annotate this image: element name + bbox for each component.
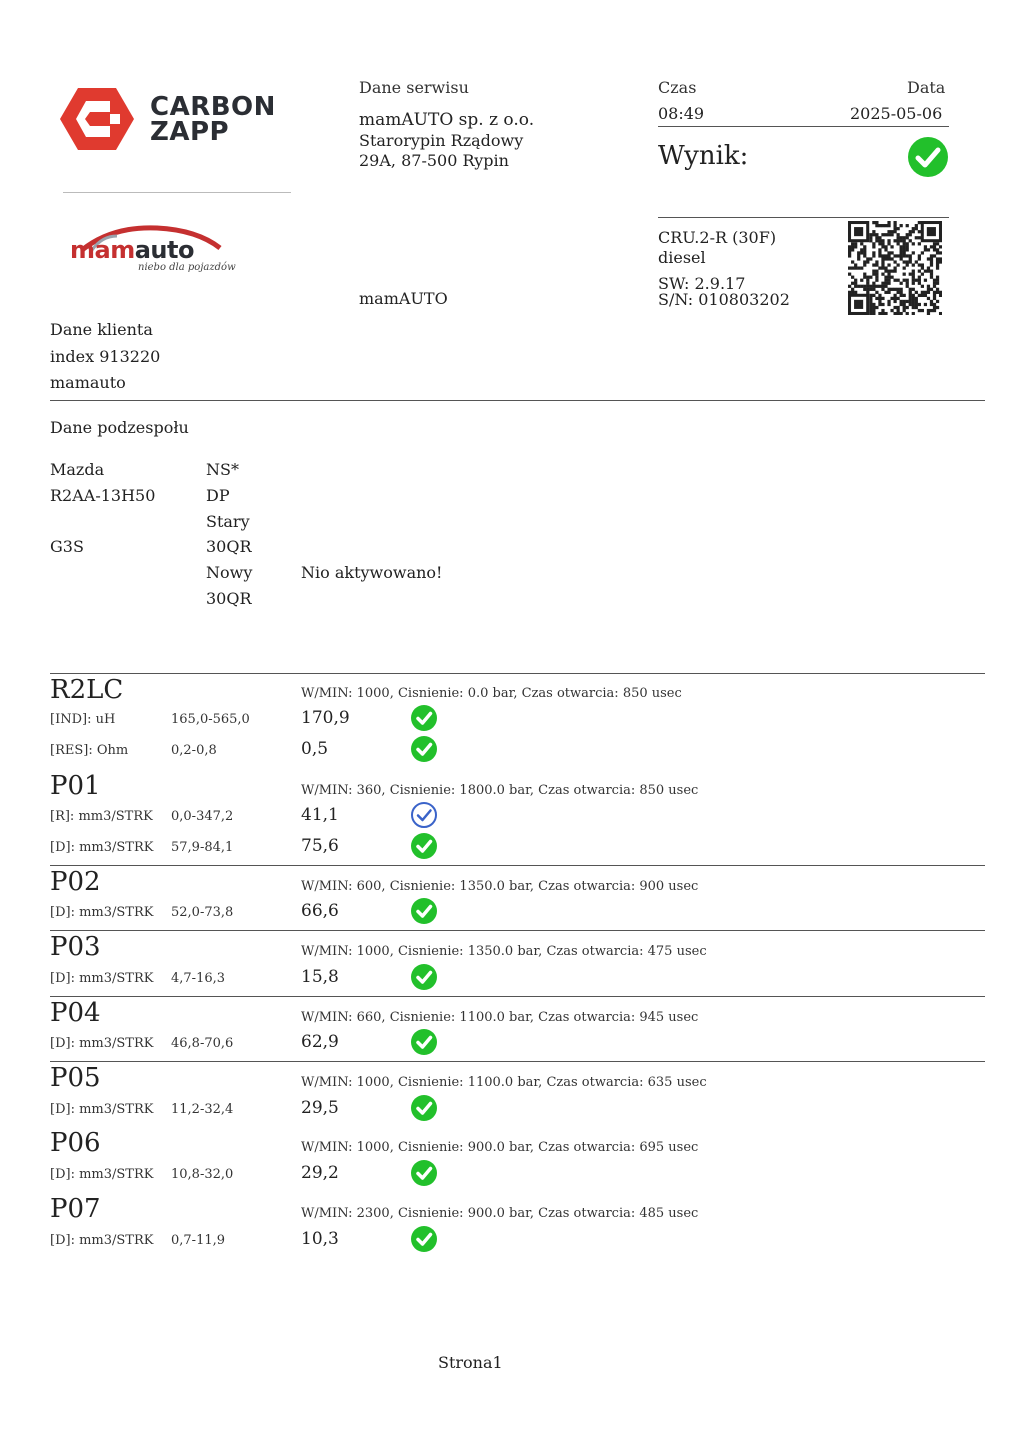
test-value: 10,3 <box>301 1229 339 1249</box>
page-number: Strona1 <box>438 1353 503 1372</box>
component-heading: Dane podzespołu <box>50 418 189 437</box>
section-divider <box>50 1061 985 1062</box>
client-name: mamauto <box>50 373 126 392</box>
check-ok-icon <box>410 1028 438 1056</box>
component-code: G3S <box>50 537 84 556</box>
result-ok-icon <box>907 136 949 178</box>
time-value: 08:49 <box>658 104 705 123</box>
component-new-code: 30QR <box>206 589 252 608</box>
test-range: 57,9-84,1 <box>171 840 234 855</box>
mamauto-logo-word <box>70 236 194 264</box>
check-ok-icon <box>410 897 438 925</box>
test-param: [RES]: Ohm <box>50 743 129 758</box>
test-name: P03 <box>50 932 101 962</box>
section-divider <box>50 865 985 866</box>
check-ok-icon <box>410 963 438 991</box>
test-name: P05 <box>50 1063 101 1093</box>
component-new-label: Nowy <box>206 563 253 582</box>
date-value: 2025-05-06 <box>850 104 943 123</box>
component-ns: NS* <box>206 460 239 479</box>
logo-divider <box>63 192 291 193</box>
mamauto-logo-part1: mam <box>70 236 135 264</box>
check-ok-icon <box>410 704 438 732</box>
test-param: [D]: mm3/STRK <box>50 1036 154 1051</box>
test-value: 66,6 <box>301 901 339 921</box>
test-conditions: W/MIN: 1000, Cisnienie: 1100.0 bar, Czas otwarcia: 635 usec <box>301 1075 707 1090</box>
test-name: P01 <box>50 771 101 801</box>
test-range: 165,0-565,0 <box>171 712 250 727</box>
section-divider <box>50 996 985 997</box>
carbonzapp-logo-icon <box>60 86 134 152</box>
device-model: CRU.2-R (30F) <box>658 228 777 247</box>
date-label: Data <box>907 78 946 97</box>
mamauto-logo <box>68 222 248 282</box>
mamauto-logo-part2: auto <box>134 236 194 264</box>
test-param: [D]: mm3/STRK <box>50 905 154 920</box>
service-city: 29A, 87-500 Rypin <box>359 151 509 170</box>
test-range: 52,0-73,8 <box>171 905 234 920</box>
test-name: P02 <box>50 867 101 897</box>
carbonzapp-logo-line1: CARBON <box>150 92 276 122</box>
test-value: 15,8 <box>301 967 339 987</box>
test-value: 170,9 <box>301 708 350 728</box>
test-param: [D]: mm3/STRK <box>50 1102 154 1117</box>
test-param: [D]: mm3/STRK <box>50 1167 154 1182</box>
time-divider <box>658 126 949 127</box>
time-label: Czas <box>658 78 697 97</box>
carbonzapp-logo-line2: ZAPP <box>150 117 230 147</box>
test-conditions: W/MIN: 360, Cisnienie: 1800.0 bar, Czas otwarcia: 850 usec <box>301 783 699 798</box>
service-short-name: mamAUTO <box>359 289 448 308</box>
test-value: 29,2 <box>301 1163 339 1183</box>
component-old-label: Stary <box>206 512 250 531</box>
test-param: [D]: mm3/STRK <box>50 840 154 855</box>
test-value: 75,6 <box>301 836 339 856</box>
qr-code <box>848 221 942 315</box>
carbonzapp-logo <box>60 86 275 152</box>
component-brand: Mazda <box>50 460 105 479</box>
test-range: 10,8-32,0 <box>171 1167 234 1182</box>
device-sw: SW: 2.9.17 <box>658 274 746 293</box>
test-param: [IND]: uH <box>50 712 116 727</box>
check-ok-icon <box>410 832 438 860</box>
test-value: 62,9 <box>301 1032 339 1052</box>
test-value: 29,5 <box>301 1098 339 1118</box>
test-range: 4,7-16,3 <box>171 971 226 986</box>
test-name: P04 <box>50 998 101 1028</box>
check-ok-icon <box>410 1225 438 1253</box>
check-ok-icon <box>410 1094 438 1122</box>
test-conditions: W/MIN: 600, Cisnienie: 1350.0 bar, Czas otwarcia: 900 usec <box>301 879 699 894</box>
check-info-icon <box>410 801 438 829</box>
component-activation: Nio aktywowano! <box>301 563 443 582</box>
service-street: Starorypin Rządowy <box>359 131 524 150</box>
device-fuel: diesel <box>658 248 706 267</box>
test-conditions: W/MIN: 1000, Cisnienie: 0.0 bar, Czas otwarcia: 850 usec <box>301 686 682 701</box>
test-conditions: W/MIN: 660, Cisnienie: 1100.0 bar, Czas otwarcia: 945 usec <box>301 1010 699 1025</box>
test-param: [D]: mm3/STRK <box>50 1233 154 1248</box>
test-name: R2LC <box>50 675 124 705</box>
test-param: [R]: mm3/STRK <box>50 809 153 824</box>
component-part-no: R2AA-13H50 <box>50 486 156 505</box>
result-label: Wynik: <box>658 141 749 171</box>
component-old-code: 30QR <box>206 537 252 556</box>
client-divider <box>50 400 985 401</box>
test-range: 0,0-347,2 <box>171 809 234 824</box>
test-param: [D]: mm3/STRK <box>50 971 154 986</box>
device-sn: S/N: 010803202 <box>658 290 790 309</box>
test-conditions: W/MIN: 1000, Cisnienie: 900.0 bar, Czas otwarcia: 695 usec <box>301 1140 699 1155</box>
test-range: 0,2-0,8 <box>171 743 217 758</box>
mamauto-logo-slogan: niebo dla pojazdów <box>138 262 236 273</box>
service-name: mamAUTO sp. z o.o. <box>359 110 535 130</box>
test-range: 11,2-32,4 <box>171 1102 234 1117</box>
test-name: P07 <box>50 1194 101 1224</box>
section-divider <box>50 930 985 931</box>
test-conditions: W/MIN: 2300, Cisnienie: 900.0 bar, Czas otwarcia: 485 usec <box>301 1206 699 1221</box>
test-value: 41,1 <box>301 805 339 825</box>
test-conditions: W/MIN: 1000, Cisnienie: 1350.0 bar, Czas otwarcia: 475 usec <box>301 944 707 959</box>
check-ok-icon <box>410 1159 438 1187</box>
check-ok-icon <box>410 735 438 763</box>
test-value: 0,5 <box>301 739 329 759</box>
device-divider <box>658 217 949 218</box>
tests-top-divider <box>50 673 985 674</box>
client-index: index 913220 <box>50 347 161 366</box>
test-range: 46,8-70,6 <box>171 1036 234 1051</box>
client-heading: Dane klienta <box>50 320 153 339</box>
test-range: 0,7-11,9 <box>171 1233 226 1248</box>
component-dp: DP <box>206 486 230 505</box>
test-name: P06 <box>50 1128 101 1158</box>
service-heading: Dane serwisu <box>359 78 469 97</box>
